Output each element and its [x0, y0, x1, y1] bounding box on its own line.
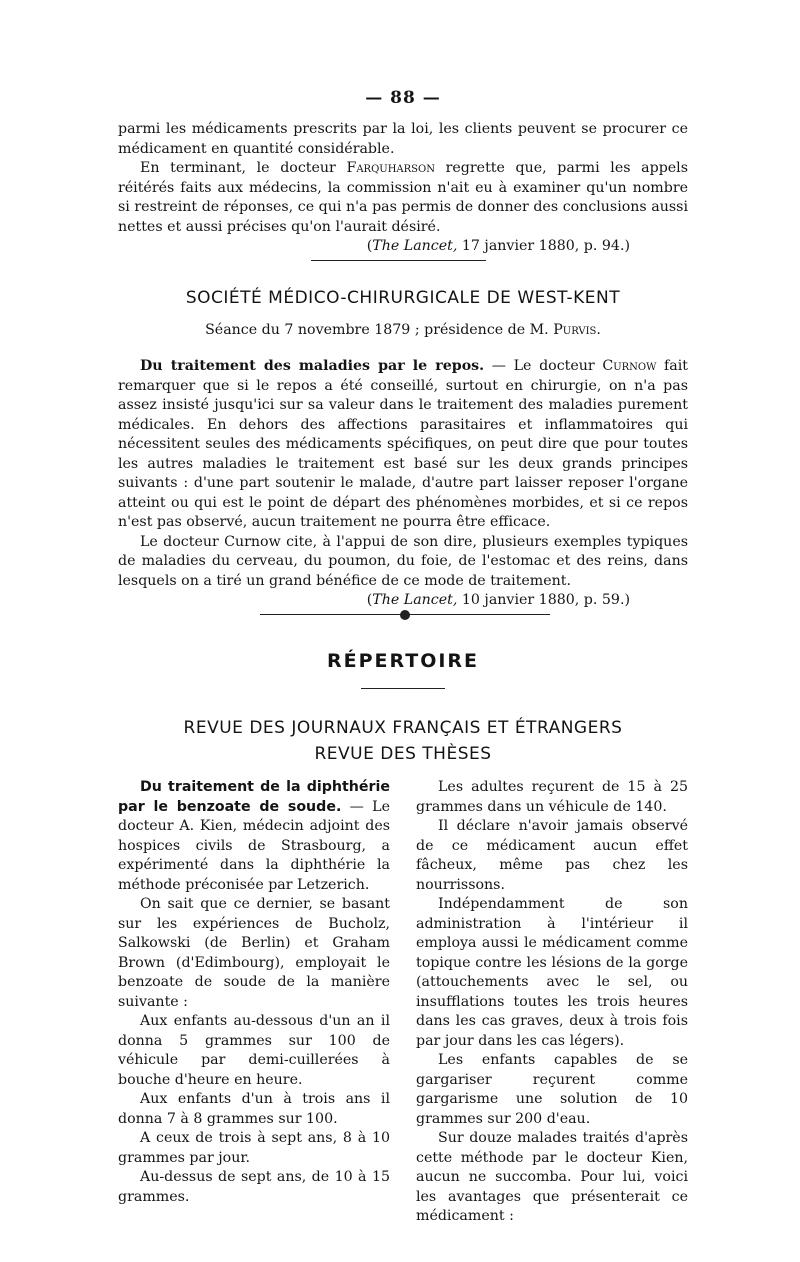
article-citation: (The Lancet, 10 janvier 1880, p. 59.)	[366, 592, 630, 608]
article-paragraph-2: Le docteur Curnow cite, à l'appui de son dire, plusieurs exemples typiques de maladies du cerveau, du poumon, du foie, de l'estomac et des reins, dans lesquels on a tiré un grand bénéfice de ce mode de traitement.	[118, 533, 688, 589]
section-divider	[311, 260, 486, 261]
farquharson-name: Farquharson	[346, 160, 435, 176]
citation-details: 17 janvier 1880, p. 94.)	[457, 238, 630, 254]
left-column	[118, 778, 390, 1207]
intro-section	[118, 120, 688, 257]
article-citation-details: 10 janvier 1880, p. 59.)	[457, 592, 630, 608]
left-paragraph-6: Au-dessus de sept ans, de 10 à 15 grammes.	[118, 1169, 390, 1205]
ornamental-dot	[400, 610, 410, 620]
left-paragraph-3: Aux enfants au-dessous d'un an il donna 5 grammes sur 100 de véhicule par demi-cuillerées à bouche d'heure en heure.	[118, 1013, 390, 1088]
right-paragraph-5: Sur douze malades traités d'après cette méthode par le docteur Kien, aucun ne succomba. Pour lui, voici les avantages que présenterait ce médicament :	[416, 1130, 688, 1224]
citation-journal: The Lancet,	[372, 238, 458, 254]
right-paragraph-3: Indépendamment de son administration à l'intérieur il employa aussi le médicament comme topique contre les lésions de la gorge (attouchements avec le sel, ou insufflations toutes les trois heures dans les cas graves, deux à trois fois par jour dans les cas légers).	[416, 896, 688, 1049]
intro-paragraph-2	[118, 159, 688, 237]
right-paragraph-1: Les adultes reçurent de 15 à 25 grammes dans un véhicule de 140.	[416, 779, 688, 815]
purvis-name: Purvis.	[553, 322, 601, 338]
article-p1-text-a: — Le docteur	[484, 358, 603, 374]
right-paragraph-2: Il déclare n'avoir jamais observé de ce médicament aucun effet fâcheux, même pas chez les nourrissons.	[416, 818, 688, 893]
revue-journaux-heading: REVUE DES JOURNAUX FRANÇAIS ET ÉTRANGERS	[183, 718, 623, 738]
left-paragraph-1	[118, 778, 390, 895]
intro-paragraph-1: parmi les médicaments prescrits par la loi, les clients peuvent se procurer ce médicament en quantité considérable.	[118, 121, 688, 157]
society-heading: SOCIÉTÉ MÉDICO-CHIRURGICALE DE WEST-KENT	[185, 288, 621, 308]
ornamental-divider	[260, 610, 550, 620]
repertoire-heading: RÉPERTOIRE	[326, 650, 480, 672]
seance-text: Séance du 7 novembre 1879 ; présidence de M.	[205, 322, 554, 338]
article-run-title: Du traitement des maladies par le repos.	[140, 358, 485, 374]
article-paragraph-1	[118, 357, 688, 533]
intro-citation: (The Lancet, 17 janvier 1880, p. 94.)	[366, 238, 630, 254]
left-paragraph-5: A ceux de trois à sept ans, 8 à 10 grammes par jour.	[118, 1130, 390, 1166]
diphtherie-title: Du traitement de la diphthérie par le benzoate de soude.	[118, 779, 390, 815]
seance-line	[118, 322, 688, 338]
right-paragraph-4: Les enfants capables de se gargariser reçurent comme gargarisme une solution de 10 grammes sur 200 d'eau.	[416, 1052, 688, 1127]
left-paragraph-4: Aux enfants d'un à trois ans il donna 7 à 8 grammes sur 100.	[118, 1091, 390, 1127]
intro-p2-text-b: regrette que, parmi les appels réitérés faits aux médecins, la commission n'ait eu à examiner qu'un nombre si restreint de réponses, ce qui n'a pas permis de donner des conclusions aussi nettes et aussi précises qu'on l'aurait désiré.	[118, 160, 688, 235]
left-paragraph-2: On sait que ce dernier, se basant sur les expériences de Bucholz, Salkowski (de Berlin) et Graham Brown (d'Edimbourg), employait le benzoate de soude de la manière suivante :	[118, 896, 390, 1010]
revue-theses-heading: REVUE DES THÈSES	[314, 744, 492, 764]
page-number: — 88 —	[365, 88, 441, 108]
left-p1-text: — Le docteur A. Kien, médecin adjoint des hospices civils de Strasbourg, a expérimenté dans la diphthérie la méthode préconisée par Letzerich.	[118, 798, 390, 893]
article-p1-text-b: fait remarquer que si le repos a été conseillé, surtout en chirurgie, on n'a pas assez insisté jusqu'ici sur sa valeur dans le traitement des maladies purement médicales. En dehors des affections parasitaires et inflammatoires qui nécessitent seules des médicaments spécifiques, on peut dire que pour toutes les autres maladies le traitement est basé sur les deux grands principes suivants : d'une part soutenir le malade, d'autre part laisser reposer l'organe atteint ou qui est le point de départ des phénomènes morbides, et si ce repos n'est pas observé, aucun traitement ne pourra être efficace.	[118, 358, 688, 530]
right-column	[416, 778, 688, 1227]
repertoire-divider	[361, 688, 445, 689]
article-repos	[118, 357, 688, 611]
article-citation-journal: The Lancet,	[372, 592, 458, 608]
curnow-name: Curnow	[602, 358, 657, 374]
intro-p2-text-a: En terminant, le docteur	[140, 160, 347, 176]
